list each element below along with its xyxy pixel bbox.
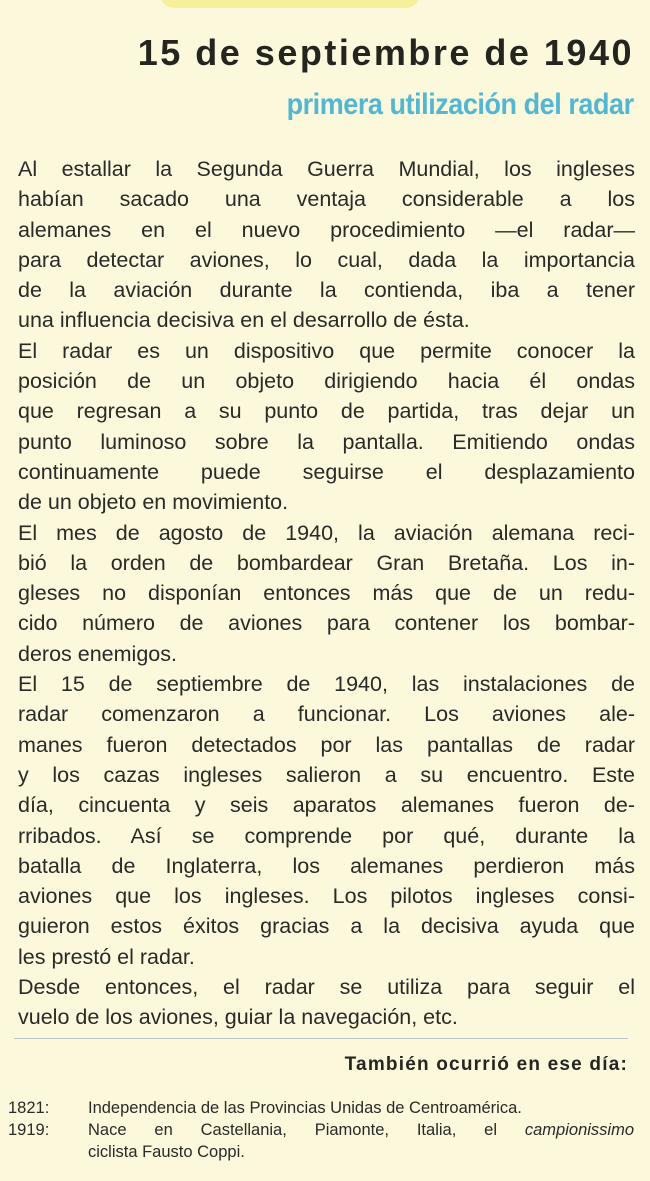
body-line: alemanes en el nuevo procedimiento —el radar—	[18, 217, 635, 242]
body-line: guieron estos éxitos gracias a la decisiva ayuda que	[18, 914, 635, 939]
body-line: batalla de Inglaterra, los alemanes perdieron más	[18, 853, 635, 878]
body-line: gleses no disponían entonces más que de un redu-	[18, 581, 635, 606]
event-year: 1821:	[8, 1099, 50, 1117]
body-line: Al estallar la Segunda Guerra Mundial, los ingleses	[18, 157, 635, 181]
body-line: una influencia decisiva en el desarrollo de ésta.	[18, 308, 470, 333]
event-text: Independencia de las Provincias Unidas de Centroamérica.	[88, 1099, 522, 1117]
body-line: manes fueron detectados por las pantallas de radar	[18, 732, 635, 757]
section-divider	[14, 1038, 628, 1039]
body-line: Desde entonces, el radar se utiliza para seguir el	[18, 975, 635, 1000]
event-item	[8, 1097, 638, 1119]
body-line: cido número de aviones para contener los bombar-	[18, 611, 635, 636]
page-subtitle: primera utilización del radar	[286, 88, 634, 121]
body-line: deros enemigos.	[18, 641, 177, 666]
event-item-continuation	[8, 1141, 638, 1163]
body-line: El radar es un dispositivo que permite conocer la	[18, 338, 635, 363]
body-line: rribados. Así se comprende por qué, durante la	[18, 823, 635, 848]
body-line: posición de un objeto dirigiendo hacia él ondas	[18, 369, 635, 394]
event-item	[8, 1119, 638, 1141]
events-list	[8, 1097, 638, 1163]
event-text-part: Nace en Castellania, Piamonte, Italia, el	[88, 1121, 525, 1139]
top-color-tint	[160, 0, 420, 8]
body-line: para detectar aviones, lo cual, dada la importancia	[18, 247, 635, 272]
body-line: El 15 de septiembre de 1940, las instalaciones de	[18, 672, 635, 697]
body-line: y los cazas ingleses salieron a su encuentro. Este	[18, 762, 635, 787]
body-line: aviones que los ingleses. Los pilotos ingleses consi-	[18, 884, 635, 909]
also-happened-title: También ocurrió en ese día:	[344, 1054, 628, 1075]
body-line: día, cincuenta y seis aparatos alemanes fueron de-	[18, 793, 635, 818]
body-line: El mes de agosto de 1940, la aviación alemana reci-	[18, 520, 635, 545]
body-line: de la aviación durante la contienda, iba a tener	[18, 278, 635, 303]
body-line: de un objeto en movimiento.	[18, 490, 289, 515]
page-title: 15 de septiembre de 1940	[137, 32, 634, 73]
body-line: continuamente puede seguirse el desplazamiento	[18, 459, 635, 484]
body-line: bió la orden de bombardear Gran Bretaña. Los in-	[18, 550, 635, 575]
event-text	[88, 1119, 634, 1141]
event-text-continuation: ciclista Fausto Coppi.	[88, 1143, 245, 1161]
event-text-italic: campionissimo	[524, 1121, 634, 1139]
event-year: 1919:	[8, 1121, 50, 1139]
body-line: habían sacado una ventaja considerable a los	[18, 187, 635, 212]
body-line: punto luminoso sobre la pantalla. Emitiendo ondas	[18, 429, 635, 454]
body-line: les prestó el radar.	[18, 944, 195, 969]
article-body	[18, 154, 635, 1033]
body-line: radar comenzaron a funcionar. Los aviones ale-	[18, 702, 635, 727]
body-line: vuelo de los aviones, guiar la navegación, etc.	[18, 1005, 458, 1030]
body-line: que regresan a su punto de partida, tras dejar un	[18, 399, 635, 424]
